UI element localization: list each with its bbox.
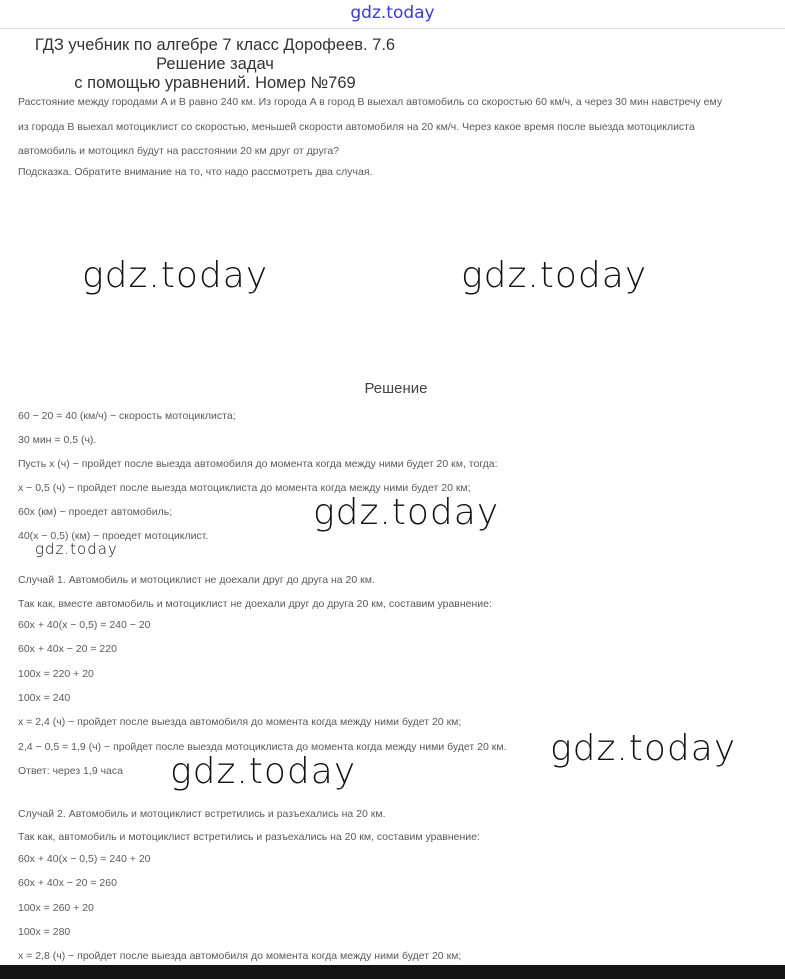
watermark: gdz.today <box>170 751 357 792</box>
equation-line: 100x = 220 + 20 <box>18 668 94 680</box>
solution-line: 40(x − 0,5) (км) − проедет мотоциклист. <box>18 530 209 542</box>
equation-line: 60x + 40(x − 0,5) = 240 + 20 <box>18 853 151 865</box>
solution-line: x = 2,8 (ч) − пройдет после выезда автомобиля до момента когда между ними будет 20 км; <box>18 950 462 962</box>
solution-line: x − 0,5 (ч) − пройдет после выезда мотоциклиста до момента когда между ними будет 20 км; <box>18 482 471 494</box>
watermark: gdz.today <box>82 255 269 296</box>
equation-line: 100x = 260 + 20 <box>18 902 94 914</box>
solution-line: 30 мин = 0,5 (ч). <box>18 434 97 446</box>
watermark: gdz.today <box>461 255 648 296</box>
watermark: gdz.today <box>550 728 737 769</box>
solution-line: 2,4 − 0,5 = 1,9 (ч) − пройдет после выезда мотоциклиста до момента когда между ними будет 20 км. <box>18 741 507 753</box>
equation-line: 60x + 40x − 20 = 220 <box>18 643 117 655</box>
bottom-bar <box>0 965 785 979</box>
watermark: gdz.today <box>35 540 118 558</box>
solution-line: x = 2,4 (ч) − пройдет после выезда автомобиля до момента когда между ними будет 20 км; <box>18 716 462 728</box>
solution-line: Пусть x (ч) − пройдет после выезда автомобиля до момента когда между ними будет 20 км, тогда: <box>18 458 498 470</box>
solution-line: 60x (км) − проедет автомобиль; <box>18 506 173 518</box>
equation-line: 60x + 40(x − 0,5) = 240 − 20 <box>18 619 151 631</box>
equation-line: 60x + 40x − 20 = 260 <box>18 877 117 889</box>
case-heading: Случай 2. Автомобиль и мотоциклист встретились и разъехались на 20 км. <box>18 808 386 820</box>
solution-line: 60 − 20 = 40 (км/ч) − скорость мотоциклиста; <box>18 410 236 422</box>
equation-line: 100x = 240 <box>18 692 71 704</box>
problem-line: Расстояние между городами A и B равно 240 км. Из города A в город B выехал автомобиль со скоростью 60 км/ч, а через 30 мин навстречу ему <box>18 96 723 108</box>
solution-heading: Решение <box>364 380 428 397</box>
answer-line: Ответ: через 1,9 часа <box>18 765 123 777</box>
page-title <box>0 36 430 93</box>
site-logo-link[interactable]: gdz.today <box>350 3 435 23</box>
case-heading: Случай 1. Автомобиль и мотоциклист не доехали друг до друга на 20 км. <box>18 574 375 586</box>
title-line: с помощью уравнений. Номер №769 <box>74 74 356 92</box>
watermark: gdz.today <box>313 492 500 533</box>
title-line: ГДЗ учебник по алгебре 7 класс Дорофеев. 7.6 Решение задач <box>34 36 396 73</box>
hint-line: Подсказка. Обратите внимание на то, что надо рассмотреть два случая. <box>18 166 373 178</box>
header-divider <box>0 28 785 29</box>
solution-line: Так как, автомобиль и мотоциклист встретились и разъехались на 20 км, составим уравнение: <box>18 831 480 843</box>
problem-line: из города B выехал мотоциклист со скоростью, меньшей скорости автомобиля на 20 км/ч. Через какое время после выезда мотоциклиста <box>18 121 695 133</box>
equation-line: 100x = 280 <box>18 926 71 938</box>
solution-line: Так как, вместе автомобиль и мотоциклист не доехали друг до друга 20 км, составим уравнение: <box>18 598 492 610</box>
problem-line: автомобиль и мотоцикл будут на расстоянии 20 км друг от друга? <box>18 145 340 157</box>
